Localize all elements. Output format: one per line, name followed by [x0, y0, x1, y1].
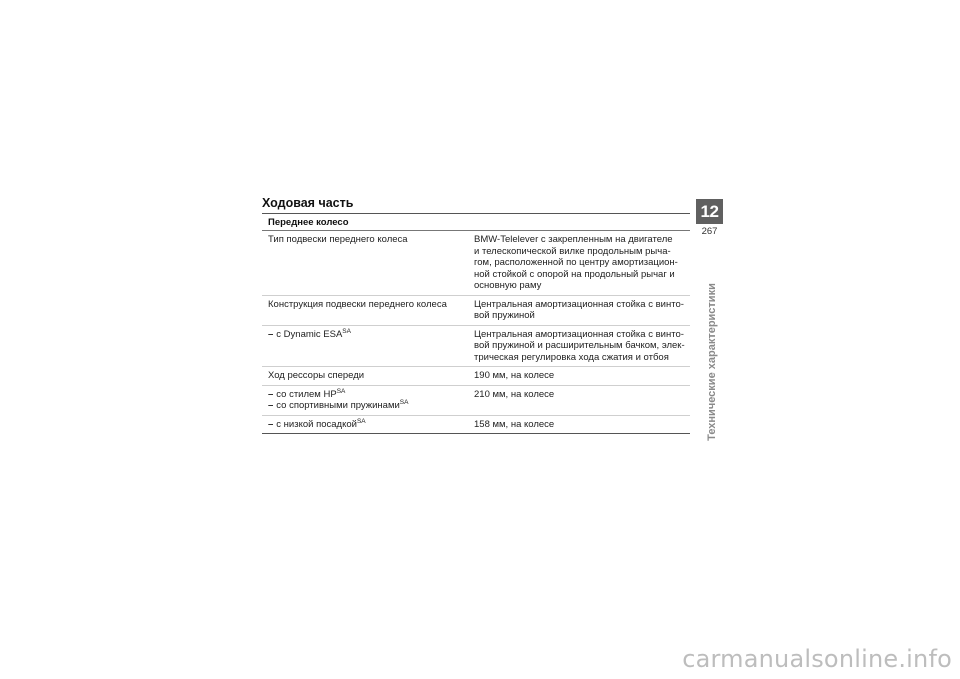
sa-superscript: SA [399, 398, 409, 406]
value-line: BMW-Telelever с закрепленным на двигателе [474, 234, 673, 245]
row-value [468, 416, 690, 434]
sa-superscript: SA [342, 327, 351, 335]
value-line: трическая регулировка хода сжатия и отбоя [474, 351, 669, 363]
row-label: Ход рессоры спереди [268, 370, 365, 381]
row-label [262, 326, 468, 367]
row-label [262, 386, 468, 415]
value-line: вой пружиной [474, 310, 535, 321]
value-line: ной стойкой с опорой на продольный рычаг и [474, 268, 675, 280]
row-label-text: с низкой посадкой [276, 418, 357, 430]
row-label-text: со стилем HP [276, 388, 337, 400]
table-row [262, 326, 690, 368]
value-line: Центральная амортизационная стойка с винто- [474, 298, 684, 310]
value-line: и телескопической вилке продольным рыча- [474, 245, 671, 257]
value-line: Центральная амортизационная стойка с винто- [474, 328, 684, 340]
row-label-text: с Dynamic ESA [276, 328, 343, 340]
row-value [468, 367, 690, 385]
row-label: Тип подвески переднего колеса [268, 234, 408, 245]
section-title: Ходовая часть [262, 196, 354, 210]
table-row [262, 296, 690, 326]
chapter-side-caption: Технические характеристики [706, 283, 718, 441]
value-line: гом, расположенной по центру амортизацион- [474, 257, 678, 268]
value-line: вой пружиной и расширительным бачком, элек- [474, 340, 685, 351]
spec-table [262, 213, 690, 434]
row-value [468, 386, 690, 415]
row-value [468, 326, 690, 367]
dash-bullet: – [268, 328, 274, 340]
value-line: основную раму [474, 280, 542, 291]
row-value [468, 231, 690, 295]
dash-bullet: – [268, 388, 274, 400]
row-label: Конструкция подвески переднего колеса [268, 298, 447, 310]
row-label-text: со спортивными пружинами [276, 400, 400, 411]
sa-superscript: SA [336, 387, 346, 395]
dash-bullet: – [268, 418, 274, 430]
value-line: 210 мм, на колесе [474, 388, 555, 400]
table-row [262, 386, 690, 416]
table-caption: Переднее колесо [262, 214, 690, 231]
table-row [262, 231, 690, 296]
table-row [262, 416, 690, 434]
sa-superscript: SA [356, 417, 366, 425]
page-number: 267 [701, 226, 718, 237]
dash-bullet: – [268, 400, 274, 411]
row-value [468, 296, 690, 325]
row-label [262, 416, 468, 434]
value-line: 158 мм, на колесе [474, 418, 555, 430]
value-line: 190 мм, на колесе [474, 370, 555, 381]
watermark: carmanualsonline.info [682, 645, 952, 673]
chapter-number-tab: 12 [696, 199, 723, 224]
table-row [262, 367, 690, 386]
